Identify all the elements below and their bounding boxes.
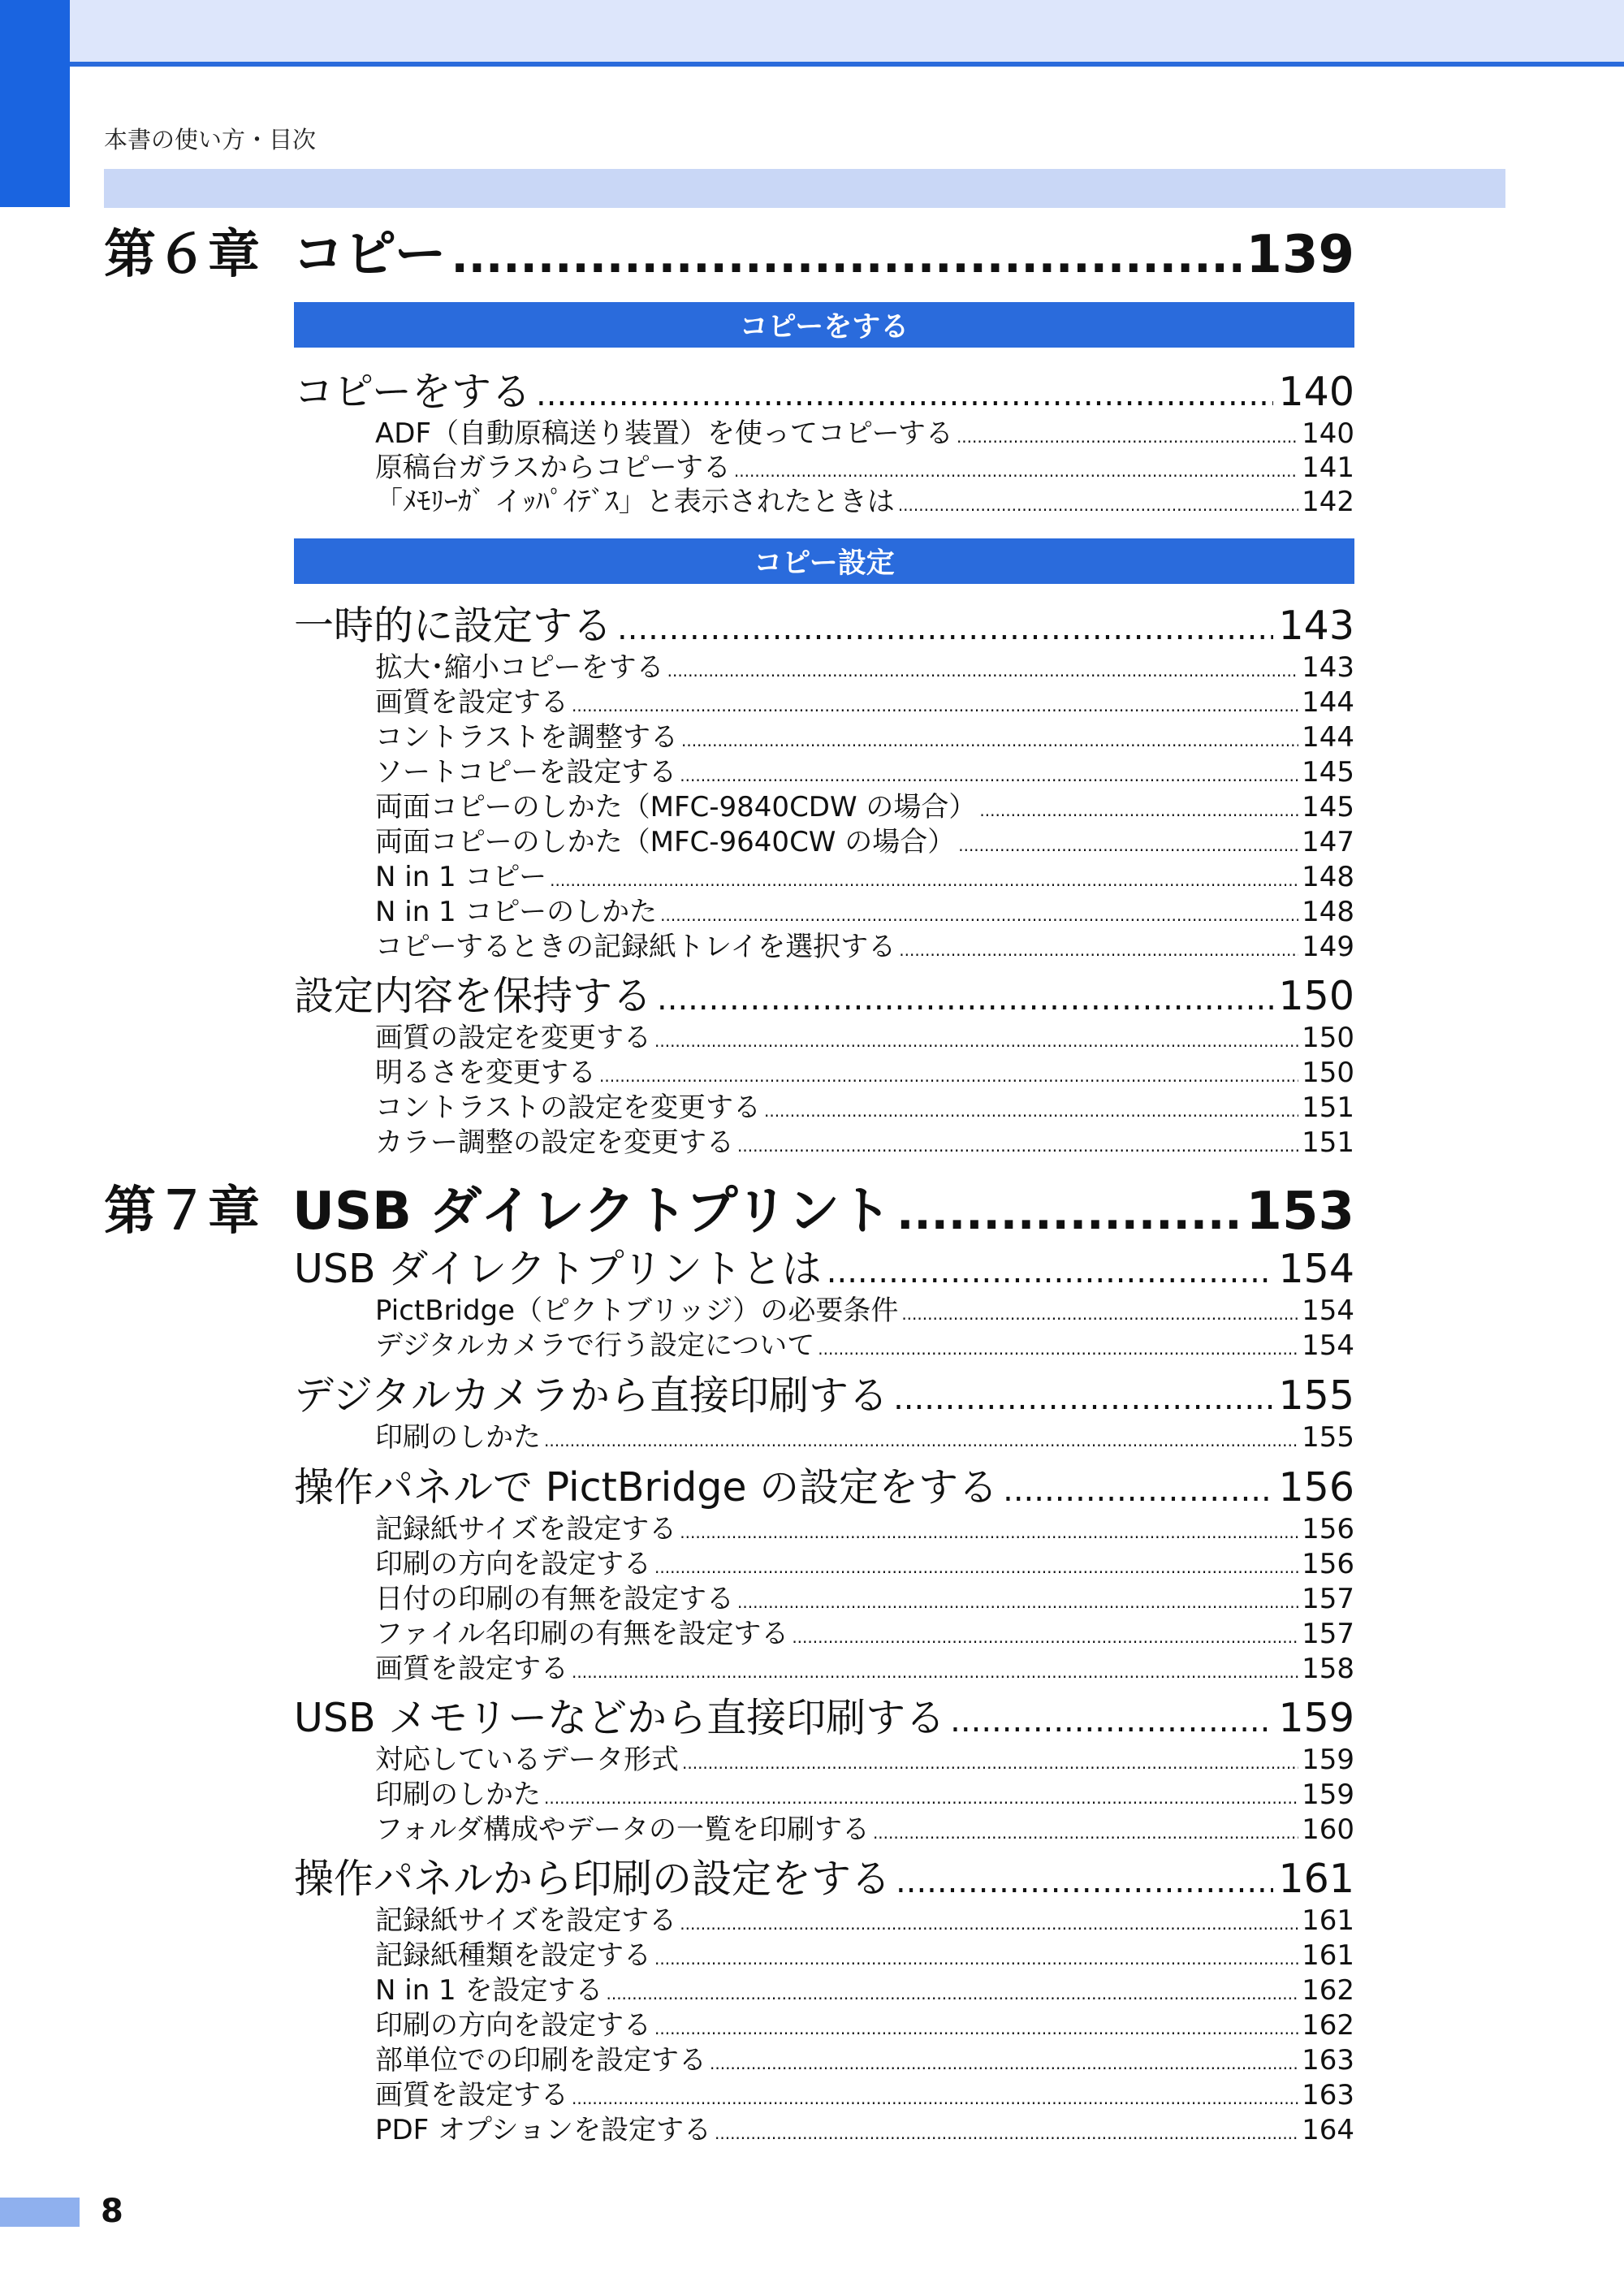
item-title: フォルダ構成やデータの一覧を印刷する	[375, 1813, 870, 1846]
leader-dots	[901, 1304, 1298, 1324]
item-title: 両面コピーのしかた（MFC-9640CW の場合）	[375, 826, 956, 858]
item-title: カラー調整の設定を変更する	[375, 1126, 734, 1159]
leader-dots	[550, 871, 1298, 890]
item-page: 142	[1302, 486, 1354, 518]
section-title: USB メモリーなどから直接印刷する	[294, 1695, 946, 1741]
item-page: 157	[1302, 1618, 1354, 1650]
item-title: コントラストを調整する	[375, 721, 678, 754]
item-page: 157	[1302, 1583, 1354, 1615]
leader-dots	[792, 1627, 1298, 1647]
leader-dots	[818, 1339, 1298, 1359]
section-page: 140	[1278, 369, 1354, 415]
toc-item[interactable]	[375, 2072, 1354, 2112]
item-page: 163	[1302, 2079, 1354, 2111]
toc-item[interactable]	[375, 1807, 1354, 1847]
section-page: 155	[1278, 1372, 1354, 1419]
item-title: 明るさを変更する	[375, 1057, 596, 1089]
toc-item[interactable]	[375, 680, 1354, 720]
item-title: ファイル名印刷の有無を設定する	[375, 1618, 789, 1650]
section-title: 操作パネルで PictBridge の設定をする	[294, 1464, 999, 1511]
item-page: 158	[1302, 1653, 1354, 1685]
section-title: デジタルカメラから直接印刷する	[294, 1372, 889, 1419]
item-page: 150	[1302, 1057, 1354, 1089]
leader-dots	[617, 610, 1273, 647]
item-title: 日付の印刷の有無を設定する	[375, 1583, 734, 1615]
section-page: 156	[1278, 1464, 1354, 1511]
toc-section[interactable]	[294, 594, 1354, 651]
footer-color-tab	[0, 2198, 80, 2227]
chapter-number: 第６章	[104, 225, 260, 285]
toc-item[interactable]	[375, 1415, 1354, 1454]
leader-dots	[682, 1753, 1298, 1773]
item-title: コピーするときの記録紙トレイを選択する	[375, 931, 896, 963]
item-title: 記録紙種類を設定する	[375, 1939, 651, 1972]
item-page: 159	[1302, 1744, 1354, 1776]
leader-dots	[660, 905, 1298, 925]
item-title: N in 1 コピーのしかた	[375, 896, 658, 928]
item-page: 163	[1302, 2044, 1354, 2077]
top-header-band	[0, 0, 1624, 62]
item-page: 149	[1302, 931, 1354, 963]
leader-dots	[680, 1914, 1298, 1934]
item-page: 141	[1302, 452, 1354, 484]
leader-dots	[544, 1431, 1298, 1450]
item-title: デジタルカメラで行う設定について	[375, 1329, 815, 1362]
section-title: 設定内容を保持する	[294, 973, 653, 1019]
chapter-page: 153	[1246, 1182, 1354, 1242]
toc-section[interactable]	[294, 1364, 1354, 1421]
leader-dots	[958, 836, 1298, 855]
section-title: コピーをする	[294, 369, 532, 415]
leader-dots	[536, 376, 1273, 413]
toc-item[interactable]	[375, 854, 1354, 894]
leader-dots	[654, 1949, 1298, 1969]
item-page: 145	[1302, 756, 1354, 789]
item-title: ADF（自動原稿送り装置）を使ってコピーする	[375, 417, 953, 450]
toc-item[interactable]	[375, 1611, 1354, 1651]
item-page: 151	[1302, 1091, 1354, 1124]
leader-dots	[737, 1593, 1298, 1612]
leader-dots	[734, 461, 1298, 481]
item-page: 154	[1302, 1294, 1354, 1327]
item-page: 155	[1302, 1421, 1354, 1454]
toc-item[interactable]	[375, 819, 1354, 859]
leader-dots	[544, 1788, 1298, 1808]
leader-dots	[950, 1702, 1273, 1740]
toc-item[interactable]	[375, 1541, 1354, 1581]
item-page: 164	[1302, 2114, 1354, 2146]
item-title: 拡大･縮小コピーをする	[375, 651, 664, 684]
item-title: 両面コピーのしかた（MFC-9840CDW の場合）	[375, 791, 977, 823]
item-page: 143	[1302, 651, 1354, 684]
item-page: 148	[1302, 861, 1354, 893]
item-page: 140	[1302, 417, 1354, 450]
leader-dots	[680, 1523, 1298, 1542]
leader-dots	[710, 2054, 1298, 2073]
section-title: USB ダイレクトプリントとは	[294, 1246, 822, 1292]
section-title: 操作パネルから印刷の設定をする	[294, 1856, 892, 1902]
leader-dots	[657, 980, 1273, 1018]
item-page: 162	[1302, 1974, 1354, 2007]
item-title: ソートコピーを設定する	[375, 756, 677, 789]
item-page: 162	[1302, 2009, 1354, 2042]
toc-item[interactable]	[375, 1576, 1354, 1616]
item-title: 画質を設定する	[375, 686, 568, 719]
item-page: 156	[1302, 1548, 1354, 1580]
toc-section[interactable]	[294, 361, 1354, 417]
item-page: 161	[1302, 1939, 1354, 1972]
item-title: 印刷のしかた	[375, 1779, 541, 1811]
item-title: 記録紙サイズを設定する	[375, 1513, 677, 1545]
chapter-page: 139	[1246, 225, 1354, 285]
leader-dots	[681, 731, 1298, 750]
item-title: コントラストの設定を変更する	[375, 1091, 761, 1124]
item-title: 部単位での印刷を設定する	[375, 2044, 706, 2077]
toc-item[interactable]	[375, 784, 1354, 824]
toc-item[interactable]	[375, 2038, 1354, 2077]
top-header-rule	[70, 62, 1624, 67]
toc-item[interactable]	[375, 2107, 1354, 2147]
toc-item[interactable]	[375, 924, 1354, 964]
leader-dots	[654, 1031, 1298, 1051]
leader-dots	[654, 1558, 1298, 1577]
toc-item[interactable]	[375, 1772, 1354, 1812]
item-title: 原稿台ガラスからコピーする	[375, 452, 731, 484]
leader-dots	[599, 1066, 1298, 1086]
section-page: 150	[1278, 973, 1354, 1019]
leader-dots	[572, 2089, 1298, 2108]
toc-item[interactable]	[375, 1968, 1354, 2008]
side-color-tab	[0, 0, 70, 207]
section-title: 一時的に設定する	[294, 603, 613, 649]
section-page: 159	[1278, 1695, 1354, 1741]
toc-section[interactable]	[294, 1687, 1354, 1744]
item-title: PictBridge（ピクトブリッジ）の必要条件	[375, 1294, 899, 1327]
item-title: 「ﾒﾓﾘｰｶﾞ イｯﾊﾟｲﾃﾞｽ」と表示されたときは	[375, 486, 895, 518]
running-head: 本書の使い方・目次	[104, 126, 317, 153]
leader-dots	[737, 1136, 1298, 1156]
leader-dots	[1003, 1472, 1273, 1509]
toc-item[interactable]	[375, 1506, 1354, 1546]
chapter-title: コピー	[292, 225, 447, 285]
item-page: 144	[1302, 721, 1354, 754]
item-title: 画質を設定する	[375, 2079, 568, 2111]
section-page: 161	[1278, 1856, 1354, 1902]
header-divider-band	[104, 169, 1505, 208]
chapter-title: USB ダイレクトプリント	[292, 1182, 892, 1242]
page-number: 8	[101, 2193, 123, 2230]
leader-dots	[680, 766, 1298, 785]
item-title: 記録紙サイズを設定する	[375, 1904, 677, 1937]
section-page: 143	[1278, 603, 1354, 649]
item-page: 148	[1302, 896, 1354, 928]
toc-item[interactable]	[375, 1050, 1354, 1090]
toc-item[interactable]	[375, 1085, 1354, 1125]
item-page: 161	[1302, 1904, 1354, 1937]
leader-dots	[873, 1823, 1298, 1843]
chapter-number: 第７章	[104, 1182, 260, 1242]
leader-dots	[893, 1380, 1273, 1417]
leader-dots	[572, 1662, 1298, 1682]
toc-item[interactable]	[375, 1288, 1354, 1328]
leader-dots	[572, 696, 1298, 715]
item-page: 160	[1302, 1813, 1354, 1846]
leader-dots	[979, 801, 1298, 820]
toc-item[interactable]	[375, 1323, 1354, 1363]
item-page: 156	[1302, 1513, 1354, 1545]
toc-chapter-6[interactable]	[104, 213, 1354, 287]
toc-item[interactable]	[375, 479, 1354, 519]
item-page: 151	[1302, 1126, 1354, 1159]
toc-item[interactable]	[375, 1933, 1354, 1973]
toc-item[interactable]	[375, 1120, 1354, 1160]
toc-item[interactable]	[375, 645, 1354, 685]
leader-dots	[654, 2019, 1298, 2038]
toc-item[interactable]	[375, 2003, 1354, 2042]
section-group-bar: コピー設定	[294, 538, 1354, 584]
item-title: 印刷のしかた	[375, 1421, 541, 1454]
toc-item[interactable]	[375, 889, 1354, 929]
leader-dots	[606, 1984, 1298, 2003]
item-title: 印刷の方向を設定する	[375, 2009, 651, 2042]
toc-section[interactable]	[294, 1238, 1354, 1294]
leader-dots	[898, 495, 1298, 515]
toc-section[interactable]	[294, 1848, 1354, 1904]
leader-dots	[896, 1863, 1273, 1900]
item-page: 154	[1302, 1329, 1354, 1362]
toc-item[interactable]	[375, 715, 1354, 754]
leader-dots	[827, 1253, 1274, 1290]
toc-item[interactable]	[375, 750, 1354, 789]
section-page: 154	[1278, 1246, 1354, 1292]
leader-dots	[899, 940, 1298, 960]
item-page: 147	[1302, 826, 1354, 858]
toc-chapter-7[interactable]	[104, 1169, 1354, 1244]
item-title: PDF オプションを設定する	[375, 2114, 711, 2146]
item-title: 対応しているデータ形式	[375, 1744, 679, 1776]
item-page: 159	[1302, 1779, 1354, 1811]
leader-dots	[451, 231, 1241, 283]
item-title: N in 1 を設定する	[375, 1974, 603, 2007]
leader-dots	[667, 661, 1298, 681]
toc-section[interactable]	[294, 965, 1354, 1022]
leader-dots	[764, 1101, 1298, 1121]
leader-dots	[896, 1187, 1241, 1240]
item-title: N in 1 コピー	[375, 861, 547, 893]
toc-item[interactable]	[375, 1015, 1354, 1055]
item-page: 150	[1302, 1022, 1354, 1054]
leader-dots	[957, 427, 1298, 447]
toc-item[interactable]	[375, 1737, 1354, 1777]
section-group-bar: コピーをする	[294, 302, 1354, 348]
toc-section[interactable]	[294, 1456, 1354, 1513]
item-title: 印刷の方向を設定する	[375, 1548, 651, 1580]
toc-item[interactable]	[375, 1646, 1354, 1686]
item-title: 画質を設定する	[375, 1653, 568, 1685]
item-page: 144	[1302, 686, 1354, 719]
leader-dots	[715, 2124, 1298, 2143]
toc-item[interactable]	[375, 1898, 1354, 1938]
item-title: 画質の設定を変更する	[375, 1022, 651, 1054]
item-page: 145	[1302, 791, 1354, 823]
